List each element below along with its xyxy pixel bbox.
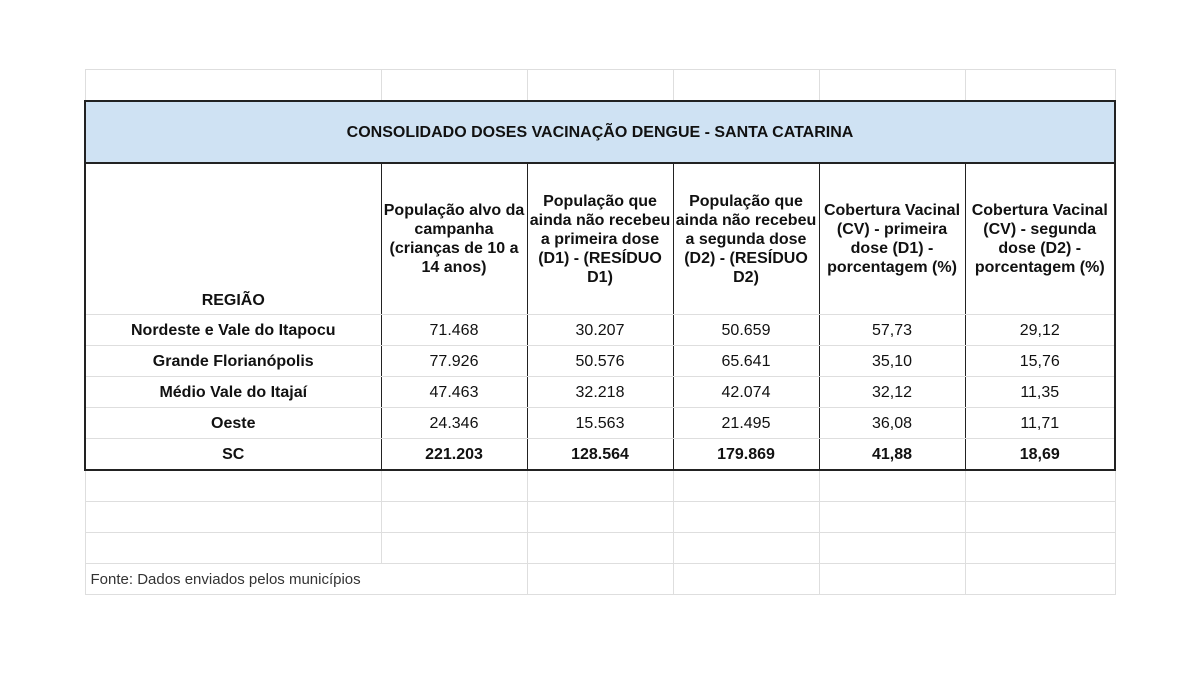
table-row [85,315,1115,346]
empty-cell[interactable] [381,470,527,502]
total-residue-d1-cell[interactable]: 128.564 [527,439,673,471]
total-coverage-d2-cell[interactable]: 18,69 [965,439,1115,471]
empty-cell[interactable] [673,564,819,595]
residue-d1-cell[interactable]: 15.563 [527,408,673,439]
header-residue-d1[interactable]: População que ainda não recebeu a primeira dose (D1) - (RESÍDUO D1) [527,163,673,315]
coverage-d1-cell[interactable]: 36,08 [819,408,965,439]
empty-cell[interactable] [673,533,819,564]
header-regiao[interactable]: REGIÃO [85,163,381,315]
header-coverage-d2[interactable]: Cobertura Vacinal (CV) - segunda dose (D2) - porcentagem (%) [965,163,1115,315]
total-label-cell[interactable]: SC [85,439,381,471]
empty-cell[interactable] [381,70,527,102]
target-population-cell[interactable]: 77.926 [381,346,527,377]
coverage-d2-cell[interactable]: 15,76 [965,346,1115,377]
empty-cell[interactable] [527,564,673,595]
empty-row [85,533,1115,564]
region-cell[interactable]: Grande Florianópolis [85,346,381,377]
header-coverage-d1[interactable]: Cobertura Vacinal (CV) - primeira dose (D1) - porcentagem (%) [819,163,965,315]
empty-cell[interactable] [527,533,673,564]
region-cell[interactable]: Médio Vale do Itajaí [85,377,381,408]
table-row [85,408,1115,439]
table-title[interactable]: CONSOLIDADO DOSES VACINAÇÃO DENGUE - SANTA CATARINA [85,101,1115,163]
empty-cell[interactable] [381,533,527,564]
table-row [85,346,1115,377]
empty-cell[interactable] [819,564,965,595]
residue-d2-cell[interactable]: 65.641 [673,346,819,377]
region-cell[interactable]: Oeste [85,408,381,439]
coverage-d1-cell[interactable]: 57,73 [819,315,965,346]
coverage-d1-cell[interactable]: 35,10 [819,346,965,377]
header-residue-d2[interactable]: População que ainda não recebeu a segunda dose (D2) - (RESÍDUO D2) [673,163,819,315]
residue-d2-cell[interactable]: 21.495 [673,408,819,439]
empty-cell[interactable] [381,502,527,533]
total-residue-d2-cell[interactable]: 179.869 [673,439,819,471]
empty-cell[interactable] [819,533,965,564]
empty-cell[interactable] [527,470,673,502]
source-note[interactable]: Fonte: Dados enviados pelos municípios [85,564,527,595]
empty-cell[interactable] [819,502,965,533]
total-target-population-cell[interactable]: 221.203 [381,439,527,471]
empty-cell[interactable] [965,470,1115,502]
title-row [85,101,1115,163]
table-row [85,377,1115,408]
empty-cell[interactable] [965,533,1115,564]
empty-cell[interactable] [965,70,1115,102]
vaccination-table [84,69,1116,595]
coverage-d2-cell[interactable]: 29,12 [965,315,1115,346]
residue-d1-cell[interactable]: 32.218 [527,377,673,408]
residue-d2-cell[interactable]: 50.659 [673,315,819,346]
residue-d1-cell[interactable]: 50.576 [527,346,673,377]
region-cell[interactable]: Nordeste e Vale do Itapocu [85,315,381,346]
target-population-cell[interactable]: 47.463 [381,377,527,408]
target-population-cell[interactable]: 24.346 [381,408,527,439]
empty-cell[interactable] [965,502,1115,533]
empty-cell[interactable] [819,70,965,102]
coverage-d1-cell[interactable]: 32,12 [819,377,965,408]
empty-cell[interactable] [85,470,381,502]
total-coverage-d1-cell[interactable]: 41,88 [819,439,965,471]
empty-cell[interactable] [527,502,673,533]
header-target-population[interactable]: População alvo da campanha (crianças de 10 a 14 anos) [381,163,527,315]
target-population-cell[interactable]: 71.468 [381,315,527,346]
empty-cell[interactable] [673,502,819,533]
header-row [85,163,1115,315]
empty-cell[interactable] [673,70,819,102]
empty-cell[interactable] [673,470,819,502]
residue-d1-cell[interactable]: 30.207 [527,315,673,346]
coverage-d2-cell[interactable]: 11,35 [965,377,1115,408]
empty-cell[interactable] [527,70,673,102]
empty-cell[interactable] [85,502,381,533]
empty-cell[interactable] [819,470,965,502]
empty-row [85,70,1115,102]
coverage-d2-cell[interactable]: 11,71 [965,408,1115,439]
empty-row [85,470,1115,502]
empty-row [85,502,1115,533]
source-row [85,564,1115,595]
empty-cell[interactable] [965,564,1115,595]
total-row [85,439,1115,471]
empty-cell[interactable] [85,70,381,102]
empty-cell[interactable] [85,533,381,564]
residue-d2-cell[interactable]: 42.074 [673,377,819,408]
